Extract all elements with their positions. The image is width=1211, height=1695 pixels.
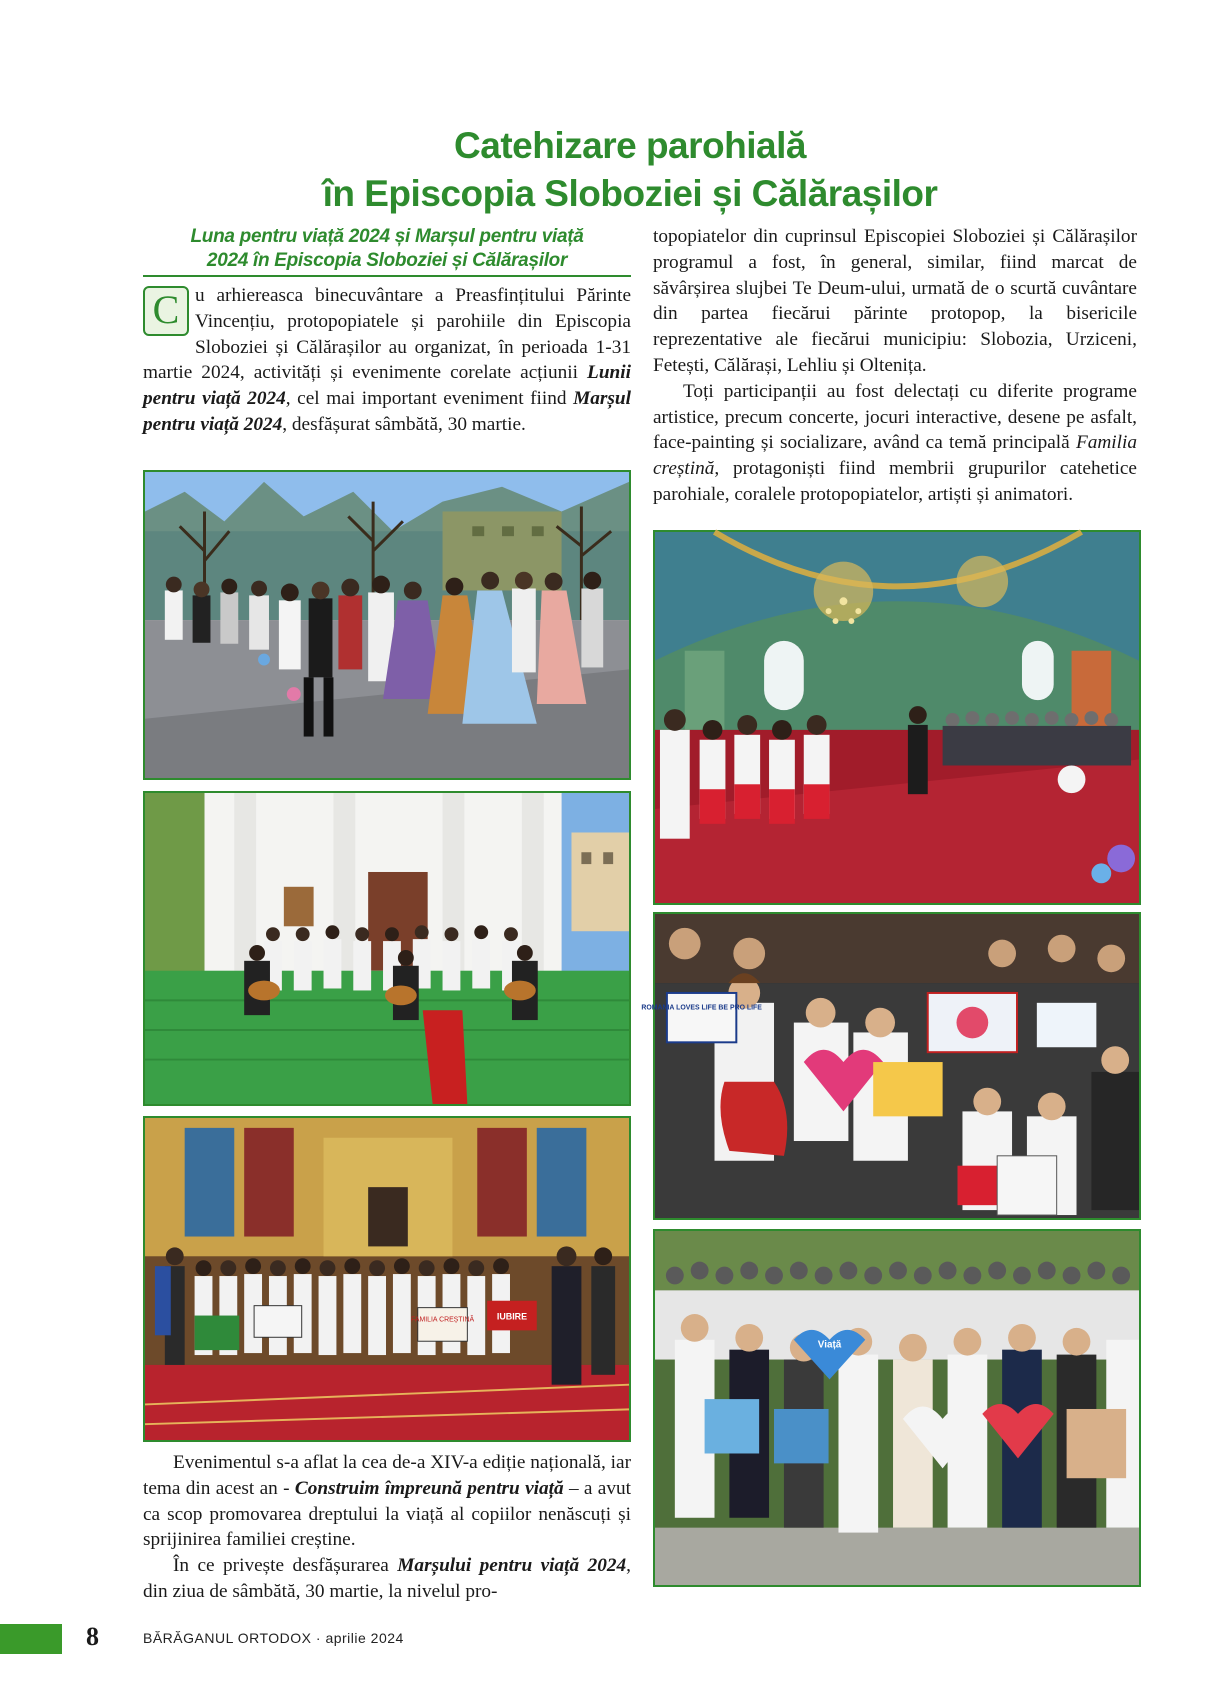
left-bottom-text [143,1450,631,1605]
intro-paragraph [143,283,631,438]
photo-church-steps-image [145,793,629,1104]
photo-outdoor-group-image [655,1231,1139,1585]
intro-text-3: , desfășurat sâmbătă, 30 martie. [282,413,526,435]
article-subtitle-line2: 2024 în Episcopia Sloboziei și Călărașilor [206,250,568,271]
right-top-text [653,224,1137,508]
intro-text-2: , cel mai important eveniment fiind [285,388,574,410]
lb-p1-text-2: – a avut ca scop promovarea dreptului la viață al copiilor nenăscuți și sprijinirea familiei creștine. [143,1477,631,1551]
lb-p1-text-1: Evenimentul s-a aflat la cea de-a XIV-a ediție națională, iar tema din acest an - [143,1452,631,1499]
intro-text-1: u arhiereasca binecuvântare a Preasfințitului Părinte Vincențiu, protopopiatele și parohiile din Episcopia Sloboziei și Călărașilor au organizat, în perioada 1-31 martie 2024, activități și evenimente corelate acțiunii [143,285,631,384]
dropcap-letter: C [143,286,189,336]
rt-p2-text-2: , protagoniști fiind membrii grupurilor catehetice parohiale, coralele protopopiatelor, artiști și animatori. [653,458,1137,505]
subtitle-divider [143,275,631,277]
right-paragraph-1: topopiatelor din cuprinsul Episcopiei Sloboziei și Călărașilor programul a fost, în general, similar, fiind marcat de săvârșirea slujbei Te Deum-ului, urmată de o scurtă cuvântare din partea fiecărui părinte protopop, la bisericile reprezentative ale fiecărui municipiu: Slobozia, Urziceni, Fetești, Călărași, Lehliu și Oltenița. [653,226,1137,376]
left-bottom-paragraph-2 [143,1553,631,1605]
photo-church-steps-concert [143,791,631,1106]
article-subtitle-line1: Luna pentru viață 2024 și Marșul pentru viață [190,226,584,247]
photo-outdoor-viata-signs [653,1229,1141,1587]
sign-romania-loves-life: ROMANIA LOVES LIFE BE PRO LIFE [641,1004,762,1012]
left-bottom-paragraph-1 [143,1450,631,1553]
rt-p2-text-1: Toți participanții au fost delectați cu diferite programe artistice, precum concerte, jocuri interactive, desene pe asfalt, face-painting și socializare, având ca temă principală [653,380,1137,454]
article-title-line2: în Episcopia Sloboziei și Călărașilor [322,173,938,214]
photo-children-signs-image [641,914,1139,1218]
lb-p2-text-2: , din ziua de sâmbătă, 30 martie, la nivelul pro- [143,1555,631,1602]
rt-p2-emphasis: Familia creștină [653,432,1137,480]
right-paragraph-2 [653,379,1137,508]
photo-church-group-signs [143,1116,631,1442]
lb-p2-emphasis: Marșului pentru viață 2024 [397,1555,627,1577]
left-intro-text [143,283,631,438]
photo-march-street [143,470,631,780]
photo-children-signs [641,912,1141,1220]
intro-emphasis-2: Marșul pentru viață 2024 [143,388,631,435]
sign-familia: FAMILIA CREȘTINĂ [411,1316,475,1324]
photo-church-interior-performance [653,530,1141,905]
page-number: 8 [86,1622,99,1651]
lb-p2-text-1: În ce privește desfășurarea [173,1555,398,1577]
article-subtitle [143,225,631,273]
sign-iubire: IUBIRE [496,1311,528,1322]
sign-viata: Viață [817,1339,842,1351]
photo-march-street-image [145,472,629,778]
photo-church-group-image [145,1118,629,1440]
photo-church-interior-image [655,532,1139,903]
article-title [130,122,1130,218]
intro-emphasis-1: Lunii pentru viață 2024 [143,362,631,410]
article-title-line1: Catehizare parohială [454,125,806,166]
footer-accent-bar [0,1624,62,1654]
lb-p1-emphasis: Construim împreună pentru viață [294,1477,564,1499]
publication-footer: BĂRĂGANUL ORTODOX · aprilie 2024 [143,1630,404,1646]
